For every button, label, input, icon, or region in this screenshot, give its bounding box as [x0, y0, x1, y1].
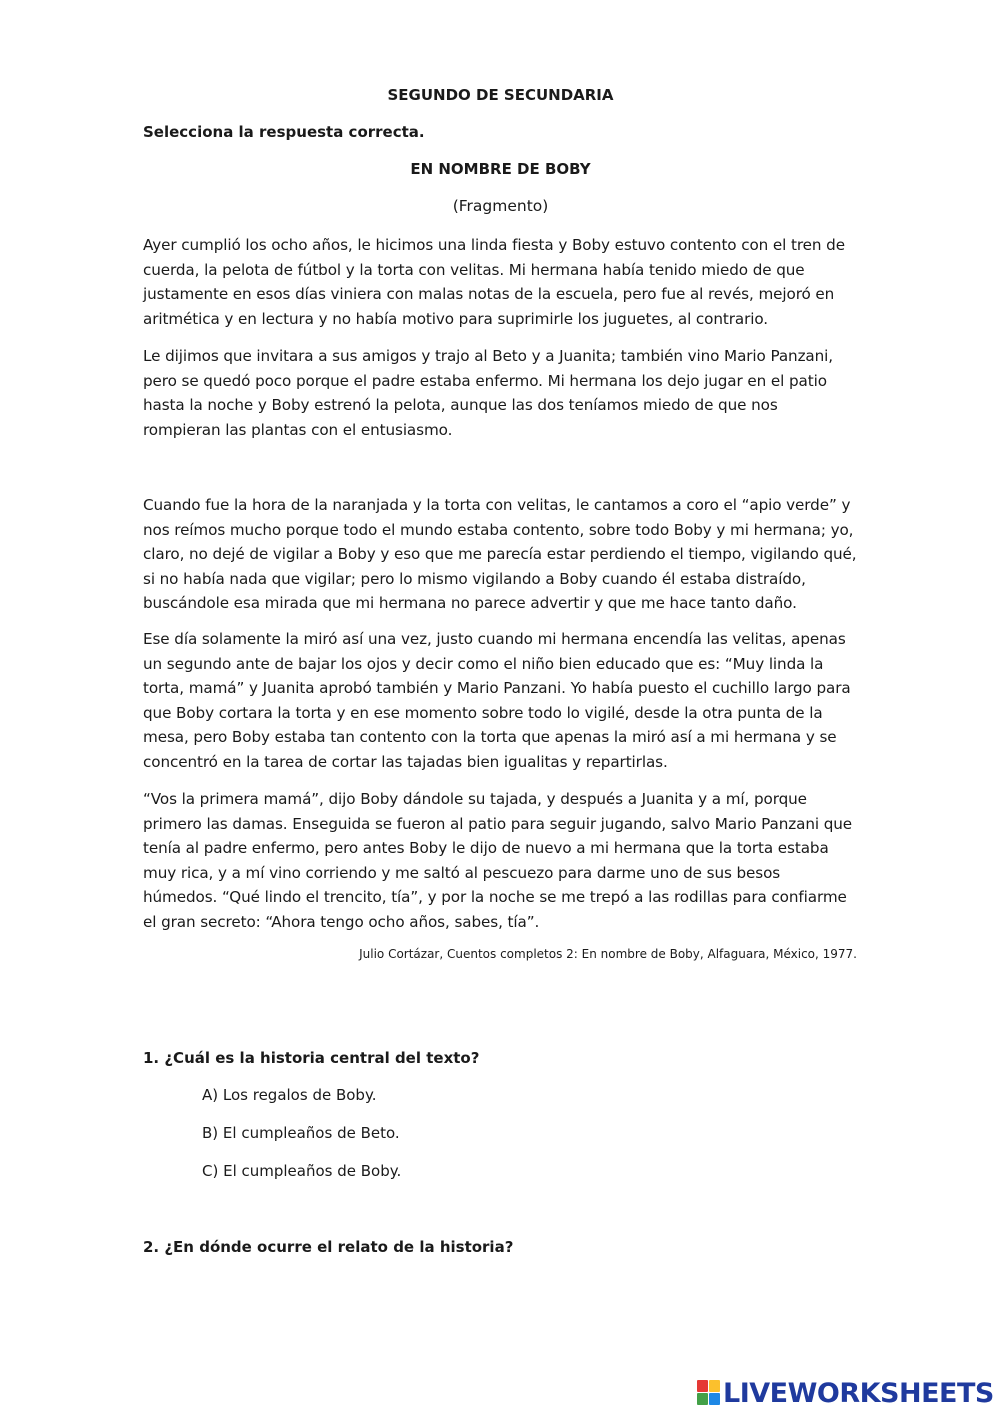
option-b-button[interactable]: B) El cumpleaños de Beto. — [202, 1124, 400, 1142]
option-a-button[interactable]: A) Los regalos de Boby. — [202, 1086, 377, 1104]
liveworksheets-logo-mark-icon — [697, 1380, 721, 1406]
question-1-option-c[interactable] — [202, 1162, 401, 1180]
story-paragraph-4: Ese día solamente la miró así una vez, justo cuando mi hermana encendía las velitas, apenas un segundo ante de bajar los ojos y decir como el niño bien educado que es: “Muy linda la torta, mamá” y Juanita aprobó también y Mario Panzani. Yo había puesto el cuchillo largo para que Boby cortara la torta y en ese momento sobre todo lo vigilé, desde la otra punta de la mesa, pero Boby estaba tan contento con la torta que apenas la miró así a mi hermana y se concentró en la tarea de cortar las tajadas bien igualitas y repartirlas. — [143, 630, 851, 771]
story-title: EN NOMBRE DE BOBY — [410, 160, 591, 178]
instruction-text: Selecciona la respuesta correcta. — [143, 123, 425, 141]
question-1-option-a[interactable] — [202, 1086, 376, 1104]
option-c-button[interactable]: C) El cumpleaños de Boby. — [202, 1162, 402, 1180]
citation: Julio Cortázar, Cuentos completos 2: En nombre de Boby, Alfaguara, México, 1977. — [359, 947, 857, 961]
question-1: 1. ¿Cuál es la historia central del texto? — [143, 1049, 480, 1067]
story-paragraph-1: Ayer cumplió los ocho años, le hicimos una linda fiesta y Boby estuvo contento con el tren de cuerda, la pelota de fútbol y la torta con velitas. Mi hermana había tenido miedo de que justamente en esos días viniera con malas notas de la escuela, pero fue al revés, mejoró en aritmética y en lectura y no había motivo para suprimirle los juguetes, al contrario. — [143, 236, 845, 328]
question-2: 2. ¿En dónde ocurre el relato de la historia? — [143, 1238, 514, 1256]
grade-heading: SEGUNDO DE SECUNDARIA — [387, 86, 614, 104]
liveworksheets-logo-text: LIVEWORKSHEETS — [723, 1377, 994, 1409]
story-paragraph-5: “Vos la primera mamá”, dijo Boby dándole su tajada, y después a Juanita y a mí, porque primero las damas. Enseguida se fueron al patio para seguir jugando, salvo Mario Panzani que tenía al padre enfermo, pero antes Boby le dijo de nuevo a mi hermana que la torta estaba muy rica, y a mí vino corriendo y me saltó al pescuezo para darme uno de sus besos húmedos. “Qué lindo el trencito, tía”, y por la noche se me trepó a las rodillas para confiarme el gran secreto: “Ahora tengo ocho años, sabes, tía”. — [143, 790, 853, 931]
story-paragraph-2: Le dijimos que invitara a sus amigos y trajo al Beto y a Juanita; también vino Mario Panzani, pero se quedó poco porque el padre estaba enfermo. Mi hermana los dejo jugar en el patio hasta la noche y Boby estrenó la pelota, aunque las dos teníamos miedo de que nos rompieran las plantas con el entusiasmo. — [143, 347, 834, 439]
story-paragraph-3: Cuando fue la hora de la naranjada y la torta con velitas, le cantamos a coro el “apio verde” y nos reímos mucho porque todo el mundo estaba contento, sobre todo Boby y mi hermana; yo, claro, no dejé de vigilar a Boby y eso que me parecía estar perdiendo el tiempo, vigilando qué, si no había nada que vigilar; pero lo mismo vigilando a Boby cuando él estaba distraído, buscándole esa mirada que mi hermana no parece advertir y que me hace tanto daño. — [143, 496, 857, 613]
question-1-option-b[interactable] — [202, 1124, 400, 1142]
story-subtitle: (Fragmento) — [452, 197, 549, 215]
liveworksheets-logo — [697, 1378, 994, 1408]
